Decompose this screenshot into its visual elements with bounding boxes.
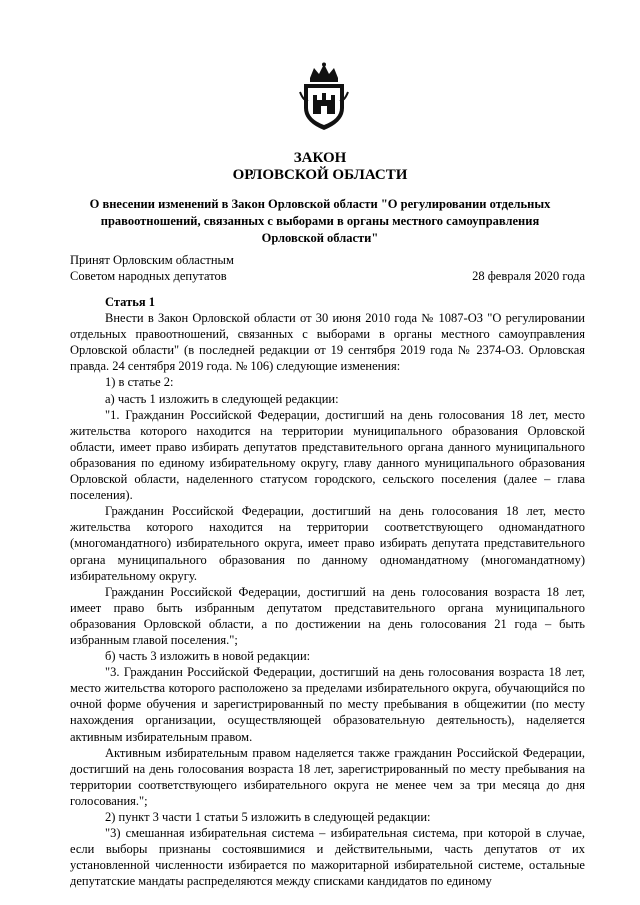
- paragraph: "3) смешанная избирательная система – избирательная система, при которой в случае, если выборы признаны состоявшимися и действительными, часть депутатов от их установленной численности избирается по мажоритарной избирательной системе, остальные депутатские мандаты распределяются между списками кандидатов по единому: [70, 826, 585, 889]
- paragraph: а) часть 1 изложить в следующей редакции:: [105, 391, 339, 406]
- paragraph: Гражданин Российской Федерации, достигший на день голосования возраста 18 лет, имеет право быть избранным депутатом представительного органа муниципального образования Орловской области, а по достижении на день голосования 21 года – быть избранным главой поселения.";: [70, 584, 585, 647]
- adoption-date: 28 февраля 2020 года: [472, 269, 585, 283]
- paragraph: б) часть 3 изложить в новой редакции:: [105, 649, 311, 664]
- adoption-authority: [70, 252, 234, 284]
- article-title: Статья 1: [105, 295, 155, 309]
- orel-coat-of-arms-emblem: [298, 62, 350, 132]
- adoption-line-1: Принят Орловским областным: [70, 253, 234, 267]
- paragraph: 2) пункт 3 части 1 статьи 5 изложить в следующей редакции:: [105, 810, 431, 824]
- paragraph: 1) в статье 2:: [105, 375, 174, 390]
- document-body: [70, 294, 585, 889]
- paragraph: Гражданин Российской Федерации, достигший на день голосования 18 лет, место жительства которого находится на территории соответствующего одномандатного (многомандатного) избирательного округа, имеет право избирать депутата представительного органа муниципального образования по данному одномандатному (многомандатному) избирательному округу.: [70, 504, 585, 583]
- law-subject: О внесении изменений в Закон Орловской области "О регулировании отдельных правоотношений, связанных с выборами в органы местного самоуправления Орловской области": [89, 197, 551, 245]
- paragraph: "3. Гражданин Российской Федерации, достигший на день голосования возраста 18 лет, место жительства которого расположено за пределами избирательного округа, обучающийся по очной форме обучения и зарегистрированный по месту пребывания в общежитии (по месту нахождения организации, осуществляющей образовательную деятельность), наделяется активным избирательным правом.: [70, 665, 585, 744]
- paragraph: Активным избирательным правом наделяется также гражданин Российской Федерации, достигший на день голосования возраста 18 лет, зарегистрированный по месту пребывания на территории соответствующего избирательного округа не менее чем за три месяца до дня голосования.";: [70, 745, 585, 808]
- paragraph: Внести в Закон Орловской области от 30 июня 2010 года № 1087-ОЗ "О регулировании отдельных правоотношений, связанных с выборами в органы местного самоуправления Орловской области" (в последней редакции от 19 сентября 2019 года № 2374-ОЗ. Орловская правда. 24 сентября 2019 года. № 106) следующие изменения:: [70, 311, 585, 374]
- adoption-line-2: Советом народных депутатов: [70, 269, 227, 283]
- law-region: ОРЛОВСКОЙ ОБЛАСТИ: [232, 167, 408, 183]
- paragraph: "1. Гражданин Российской Федерации, достигший на день голосования 18 лет, место жительства которого находится на территории муниципального образования Орловской области, имеет право избирать депутатов представительного органа данного муниципального образования по единому избирательному округу, главу данного муниципального образования Орловской области, наделенного статусом городского, сельского поселения (далее – глава поселения).: [70, 407, 585, 503]
- law-title: ЗАКОН: [293, 150, 347, 166]
